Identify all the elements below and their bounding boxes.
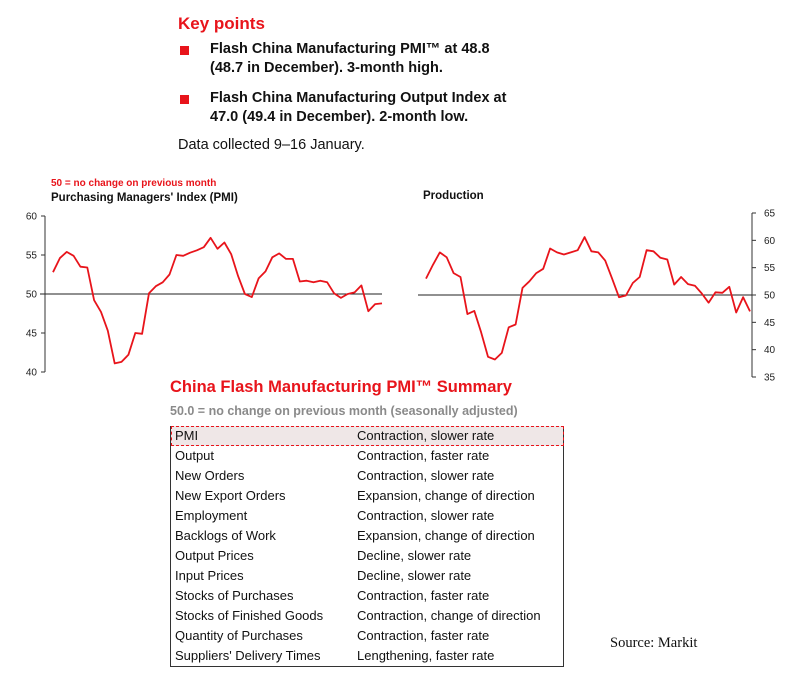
production-tick-label: 50	[764, 290, 776, 302]
summary-row-status: Contraction, change of direction	[353, 606, 564, 626]
pmi-tick-label: 45	[25, 328, 37, 340]
summary-row-status: Contraction, faster rate	[353, 626, 564, 646]
summary-row-label: PMI	[171, 426, 354, 446]
summary-title: China Flash Manufacturing PMI™ Summary	[170, 378, 512, 396]
summary-row-label: Stocks of Finished Goods	[171, 606, 354, 626]
production-tick-label: 55	[764, 263, 776, 275]
pmi-tick-label: 60	[25, 211, 37, 223]
summary-row	[171, 546, 564, 566]
production-tick-label: 65	[764, 208, 776, 220]
summary-row-label: Output Prices	[171, 546, 354, 566]
key-point-2-line1: Flash China Manufacturing Output Index at	[210, 90, 507, 106]
summary-row-status: Expansion, change of direction	[353, 526, 564, 546]
key-point-1-line2: (48.7 in December). 3-month high.	[210, 60, 443, 76]
key-points-title: Key points	[178, 14, 265, 33]
summary-row-status: Contraction, faster rate	[353, 586, 564, 606]
summary-row-status: Decline, slower rate	[353, 566, 564, 586]
key-point-1-line1: Flash China Manufacturing PMI™ at 48.8	[210, 41, 490, 57]
production-tick-label: 35	[764, 372, 776, 384]
summary-row-label: Output	[171, 446, 354, 466]
key-point-2-line2: 47.0 (49.4 in December). 2-month low.	[210, 109, 469, 125]
summary-row	[171, 446, 564, 466]
summary-row	[171, 426, 564, 446]
summary-row-status: Contraction, slower rate	[353, 506, 564, 526]
summary-row	[171, 526, 564, 546]
summary-subtitle: 50.0 = no change on previous month (seasonally adjusted)	[170, 404, 518, 418]
summary-row-status: Decline, slower rate	[353, 546, 564, 566]
summary-row	[171, 586, 564, 606]
summary-row-label: Quantity of Purchases	[171, 626, 354, 646]
summary-row-label: Stocks of Purchases	[171, 586, 354, 606]
production-tick-label: 45	[764, 317, 776, 329]
summary-row-label: New Orders	[171, 466, 354, 486]
pmi-tick-label: 50	[25, 289, 37, 301]
summary-row	[171, 646, 564, 667]
summary-row	[171, 566, 564, 586]
summary-row-label: Backlogs of Work	[171, 526, 354, 546]
summary-row-status: Contraction, slower rate	[353, 426, 564, 446]
summary-row-status: Lengthening, faster rate	[353, 646, 564, 667]
pmi-tick-label: 40	[25, 367, 37, 379]
summary-row-label: Input Prices	[171, 566, 354, 586]
pmi-chart-title: Purchasing Managers' Index (PMI)	[51, 192, 238, 204]
summary-row-status: Contraction, faster rate	[353, 446, 564, 466]
summary-row	[171, 626, 564, 646]
production-chart-title: Production	[423, 190, 484, 202]
summary-row-label: Employment	[171, 506, 354, 526]
production-tick-label: 60	[764, 235, 776, 247]
summary-row	[171, 506, 564, 526]
summary-row-label: New Export Orders	[171, 486, 354, 506]
summary-row	[171, 466, 564, 486]
pmi-chart-annotation: 50 = no change on previous month	[51, 178, 217, 189]
summary-row-label: Suppliers' Delivery Times	[171, 646, 354, 667]
data-collected-note: Data collected 9–16 January.	[178, 137, 365, 153]
summary-row-status: Contraction, slower rate	[353, 466, 564, 486]
source-note: Source: Markit	[610, 635, 698, 651]
pmi-tick-label: 55	[25, 250, 37, 262]
summary-row-status: Expansion, change of direction	[353, 486, 564, 506]
summary-row	[171, 606, 564, 626]
pmi-series-line	[53, 238, 382, 364]
production-tick-label: 40	[764, 345, 776, 357]
summary-row	[171, 486, 564, 506]
production-series-line	[426, 237, 750, 359]
summary-table	[170, 426, 564, 667]
